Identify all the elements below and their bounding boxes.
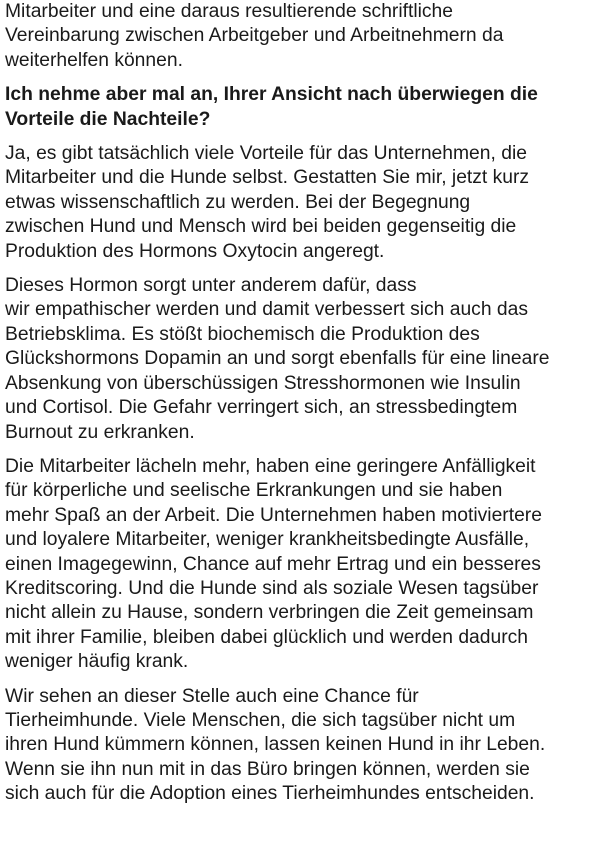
text-line: Ja, es gibt tatsächlich viele Vorteile für das Unternehmen, die — [5, 143, 527, 165]
text-line: mit ihrer Familie, bleiben dabei glücklich und werden dadurch — [5, 626, 529, 648]
text-line: Absenkung von überschüssigen Stresshormonen wie Insulin — [5, 372, 521, 394]
text-line: Mitarbeiter und die Hunde selbst. Gestatten Sie mir, jetzt kurz — [5, 167, 530, 189]
text-line: mehr Spaß an der Arbeit. Die Unternehmen haben motiviertere — [5, 504, 542, 526]
text-line: nicht allein zu Hause, sondern verbringen die Zeit gemeinsam — [5, 602, 534, 624]
text-line: und loyalere Mitarbeiter, weniger krankheitsbedingte Ausfälle, — [5, 529, 530, 551]
text-line: zwischen Hund und Mensch wird bei beiden gegenseitig die — [5, 216, 517, 238]
text-line: Die Mitarbeiter lächeln mehr, haben eine geringere Anfälligkeit — [5, 455, 536, 477]
text-line: Burnout zu erkranken. — [5, 421, 195, 443]
interview-answer-paragraph — [5, 685, 610, 807]
interview-question — [5, 83, 610, 132]
text-line: Wenn sie ihn nun mit in das Büro bringen können, werden sie — [5, 758, 530, 780]
text-line: Vereinbarung zwischen Arbeitgeber und Arbeitnehmern da — [5, 25, 504, 47]
text-line: für körperliche und seelische Erkrankungen und sie haben — [5, 480, 503, 502]
text-line: ihren Hund kümmern können, lassen keinen Hund in ihr Leben. — [5, 734, 546, 756]
text-line: etwas wissenschaftlich zu werden. Bei der Begegnung — [5, 191, 471, 213]
text-line: Glückshormons Dopamin an und sorgt ebenfalls für eine lineare — [5, 348, 550, 370]
text-line: Betriebsklima. Es stößt biochemisch die Produktion des — [5, 323, 480, 345]
text-line: Kreditscoring. Und die Hunde sind als soziale Wesen tagsüber — [5, 577, 539, 599]
interview-answer-paragraph — [5, 455, 610, 675]
text-line: Tierheimhunde. Viele Menschen, die sich tagsüber nicht um — [5, 709, 516, 731]
text-line: weniger häufig krank. — [5, 651, 189, 673]
text-line: Wir sehen an dieser Stelle auch eine Chance für — [5, 685, 419, 707]
text-line: Ich nehme aber mal an, Ihrer Ansicht nach überwiegen die — [5, 84, 538, 106]
text-line: wir empathischer werden und damit verbessert sich auch das — [5, 299, 528, 321]
text-line: Dieses Hormon sorgt unter anderem dafür, dass — [5, 275, 417, 297]
article-body — [5, 0, 610, 807]
interview-answer-paragraph — [5, 0, 610, 73]
text-line: Produktion des Hormons Oxytocin angeregt. — [5, 240, 385, 262]
text-line: Mitarbeiter und eine daraus resultierende schriftliche — [5, 1, 453, 22]
interview-answer-paragraph — [5, 274, 610, 445]
text-line: weiterhelfen können. — [5, 49, 183, 71]
text-line: sich auch für die Adoption eines Tierheimhundes entscheiden. — [5, 783, 535, 805]
text-line: und Cortisol. Die Gefahr verringert sich, an stressbedingtem — [5, 397, 518, 419]
text-line: einen Imagegewinn, Chance auf mehr Ertrag und ein besseres — [5, 553, 541, 575]
text-line: Vorteile die Nachteile? — [5, 108, 211, 130]
interview-answer-paragraph — [5, 142, 610, 264]
